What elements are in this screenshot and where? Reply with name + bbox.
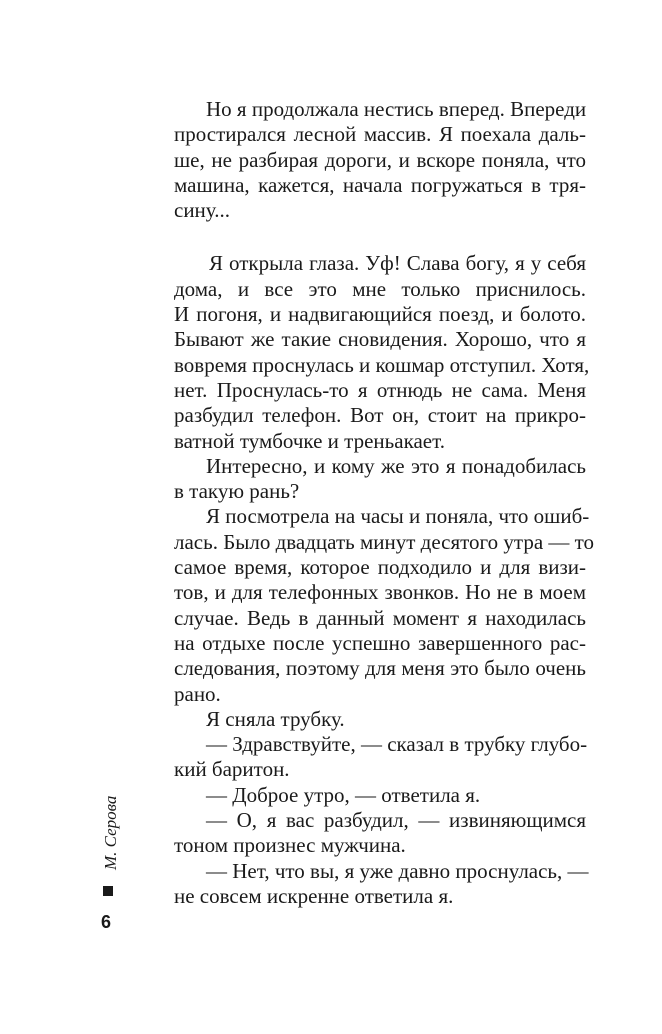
text-line: ше, не разбирая дороги, и вскоре поняла, что <box>174 147 586 172</box>
text-line: дома, и все это мне только приснилось. <box>174 276 586 301</box>
text-line: ватной тумбочке и треньакает. <box>174 428 445 453</box>
text-line: тов, и для телефонных звонков. Но не в моем <box>174 580 586 605</box>
text-line: — О, я вас разбудил, — извиняющимся <box>206 808 586 833</box>
paragraph-1 <box>142 97 586 223</box>
page-number: 6 <box>101 912 112 932</box>
text-line: следования, поэтому для меня это было очень <box>174 656 586 681</box>
dialogue-line-3 <box>142 808 586 859</box>
text-line: тоном произнес мужчина. <box>174 833 406 858</box>
text-line: машина, кажется, начала погружаться в тря- <box>174 172 586 197</box>
dialogue-line-1 <box>142 732 586 783</box>
text-line: разбудил телефон. Вот он, стоит на прикро- <box>174 403 586 428</box>
text-line: простирался лесной массив. Я поехала даль- <box>174 122 586 147</box>
page-marker-square <box>103 886 113 896</box>
paragraph-2 <box>142 251 590 453</box>
text-line: Интересно, и кому же это я понадобилась <box>206 453 586 478</box>
text-line: самое время, которое подходило и для визи- <box>174 555 586 580</box>
text-line: рано. <box>174 681 221 706</box>
text-line: — Доброе утро, — ответила я. <box>206 782 481 807</box>
text-line: Бывают же такие сновидения. Хорошо, что я <box>174 327 586 352</box>
text-line: Я открыла глаза. Уф! Слава богу, я у себя <box>209 251 586 276</box>
paragraph-3 <box>142 454 586 505</box>
text-line: Я сняла трубку. <box>206 706 345 731</box>
author-running-head: М. Серова <box>101 795 120 870</box>
text-line: лась. Было двадцать минут десятого утра — то <box>174 529 595 554</box>
paragraph-5 <box>142 707 586 732</box>
text-line: И погоня, и надвигающийся поезд, и болото. <box>174 302 586 327</box>
dialogue-line-2 <box>142 783 586 808</box>
text-line: Но я продолжала нестись вперед. Впереди <box>206 97 587 121</box>
text-line: нет. Проснулась-то я отнюдь не сама. Меня <box>174 377 586 402</box>
paragraph-4 <box>142 504 595 706</box>
text-line: вовремя проснулась и кошмар отступил. Хотя, <box>174 352 590 377</box>
text-line: кий баритон. <box>174 757 290 782</box>
text-line: в такую рань? <box>174 479 300 504</box>
text-line: — Нет, что вы, я уже давно проснулась, — <box>206 858 589 883</box>
text-line: сину... <box>174 198 230 223</box>
text-line: — Здравствуйте, — сказал в трубку глубо- <box>206 732 588 757</box>
page-body-text <box>142 97 595 909</box>
text-line: на отдыхе после успешно завершенного рас- <box>174 630 586 655</box>
dialogue-line-4 <box>142 858 589 910</box>
text-line: не совсем искренне ответила я. <box>174 883 454 908</box>
text-line: случае. Ведь в данный момент я находилась <box>174 605 586 630</box>
text-line: Я посмотрела на часы и поняла, что ошиб- <box>206 504 590 529</box>
